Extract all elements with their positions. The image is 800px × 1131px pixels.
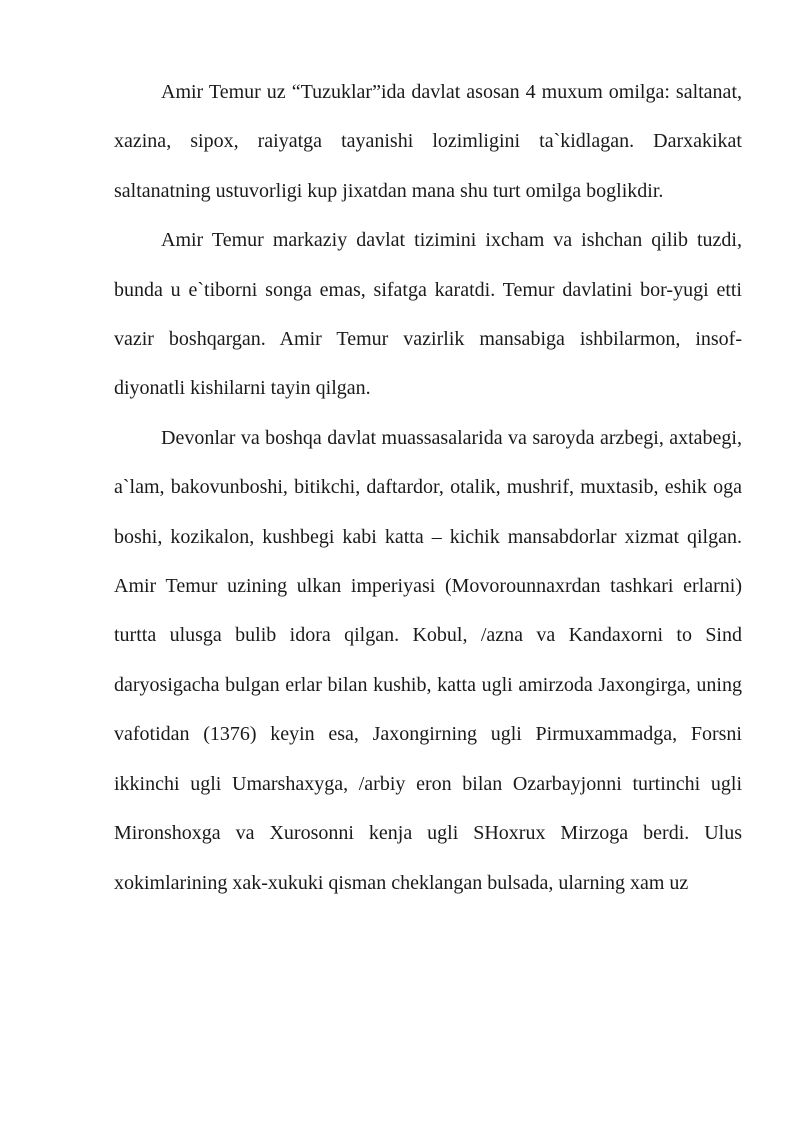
paragraph-tuzuklar: Amir Temur uz “Tuzuklar”ida davlat asosan 4 muxum omilga: saltanat, xazina, sipox, raiyatga tayanishi lozimligini ta`kidlagan. Darxakikat saltanatning ustuvorligi kup jixatdan mana shu turt omilga boglikdir. — [114, 81, 742, 202]
document-page — [114, 68, 742, 908]
paragraph-central-state: Amir Temur markaziy davlat tizimini ixcham va ishchan qilib tuzdi, bunda u e`tiborni songa emas, sifatga karatdi. Temur davlatini bor-yugi etti vazir boshqargan. Amir Temur vazirlik mansabiga ishbilarmon, insof-diyonatli kishilarni tayin qilgan. — [114, 229, 742, 400]
paragraph-officials-uluses: Devonlar va boshqa davlat muassasalarida va saroyda arzbegi, axtabegi, a`lam, bakovunboshi, bitikchi, daftardor, otalik, mushrif, muxtasib, eshik oga boshi, kozikalon, kushbegi kabi katta – kichik mansabdorlar xizmat qilgan. Amir Temur uzining ulkan imperiyasi (Movorounnaxrdan tashkari erlarni) turtta ulusga bulib idora qilgan. Kobul, /azna va Kandaxorni to Sind daryosigacha bulgan erlar bilan kushib, katta ugli amirzoda Jaxongirga, uning vafotidan (1376) keyin esa, Jaxongirning ugli Pirmuxammadga, Forsni ikkinchi ugli Umarshaxyga, /arbiy eron bilan Ozarbayjonni turtinchi ugli Mironshoxga va Xurosonni kenja ugli SHoxrux Mirzoga berdi. Ulus xokimlarining xak-xukuki qisman cheklangan bulsada, ularning xam uz — [114, 426, 742, 894]
